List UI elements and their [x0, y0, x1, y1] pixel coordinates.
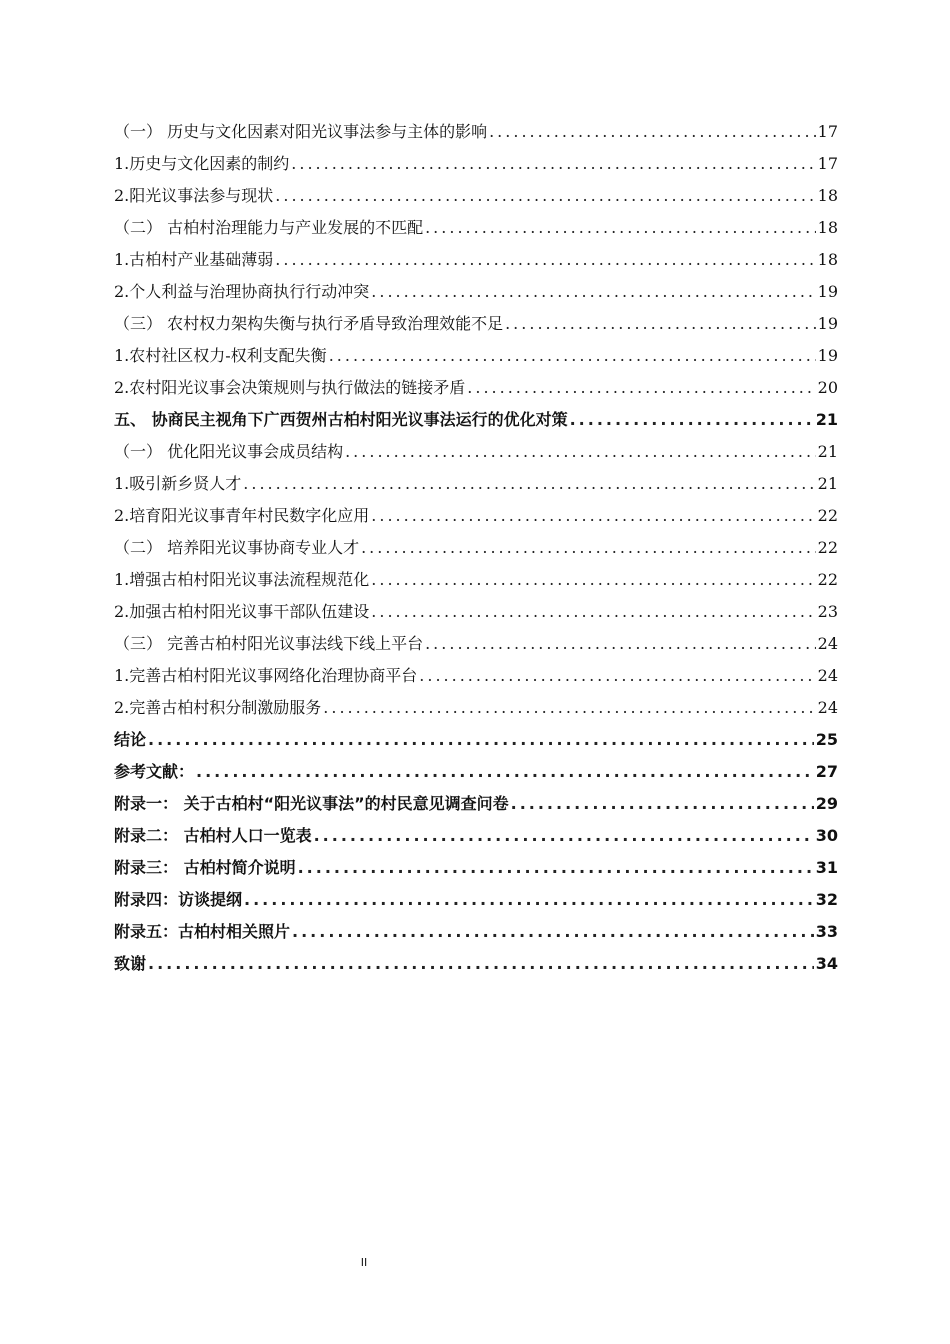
toc-entry	[114, 180, 838, 212]
toc-entry	[114, 212, 838, 244]
toc-entry-page: 21	[817, 442, 838, 461]
toc-entry	[114, 148, 838, 180]
toc-entry	[114, 308, 838, 340]
toc-entry-page: 19	[817, 346, 838, 365]
page-number: II	[360, 1256, 368, 1269]
toc-entry-title: 参考文献：	[114, 762, 195, 781]
toc-dot-leader	[244, 884, 814, 916]
toc-entry-page: 24	[817, 666, 838, 685]
toc-dot-leader	[314, 820, 814, 852]
toc-entry-title: 五、 协商民主视角下广西贺州古柏村阳光议事法运行的优化对策	[114, 410, 568, 429]
toc-entry	[114, 500, 838, 532]
toc-entry-title: 2.加强古柏村阳光议事干部队伍建设	[114, 602, 370, 621]
toc-entry-title: 2.培育阳光议事青年村民数字化应用	[114, 506, 370, 525]
toc-entry-title: （一） 历史与文化因素对阳光议事法参与主体的影响	[114, 122, 488, 141]
toc-entry-page: 23	[817, 602, 838, 621]
toc-entry-title: 1.历史与文化因素的制约	[114, 154, 290, 173]
toc-entry-page: 18	[817, 186, 838, 205]
toc-entry	[114, 660, 838, 692]
toc-entry-page: 34	[815, 954, 838, 973]
toc-entry-page: 19	[817, 314, 838, 333]
toc-entry	[114, 532, 838, 564]
toc-entry-page: 32	[815, 890, 838, 909]
toc-dot-leader	[371, 596, 815, 628]
toc-chapter-entry	[114, 852, 838, 884]
toc-entry	[114, 692, 838, 724]
toc-entry-title: 附录四：访谈提纲	[114, 890, 243, 909]
toc-entry-page: 25	[815, 730, 838, 749]
toc-dot-leader	[298, 852, 814, 884]
toc-entry-page: 21	[815, 410, 838, 429]
toc-entry-page: 17	[817, 122, 838, 141]
toc-entry	[114, 628, 838, 660]
toc-dot-leader	[275, 244, 815, 276]
toc-chapter-entry	[114, 724, 838, 756]
toc-entry-page: 24	[817, 698, 838, 717]
toc-dot-leader	[371, 500, 815, 532]
toc-entry-title: （一） 优化阳光议事会成员结构	[114, 442, 344, 461]
toc-dot-leader	[148, 724, 814, 756]
toc-entry-title: 1.农村社区权力-权利支配失衡	[114, 346, 327, 365]
toc-entry-title: 1.增强古柏村阳光议事法流程规范化	[114, 570, 370, 589]
toc-dot-leader	[148, 948, 814, 980]
toc-chapter-entry	[114, 404, 838, 436]
toc-entry-page: 30	[815, 826, 838, 845]
toc-dot-leader	[371, 276, 815, 308]
toc-entry-page: 21	[817, 474, 838, 493]
toc-dot-leader	[371, 564, 815, 596]
table-of-contents	[114, 116, 838, 980]
toc-chapter-entry	[114, 916, 838, 948]
toc-entry-page: 27	[815, 762, 838, 781]
toc-chapter-entry	[114, 756, 838, 788]
toc-dot-leader	[425, 212, 816, 244]
toc-entry-page: 22	[817, 506, 838, 525]
toc-entry-title: 结论	[114, 730, 147, 749]
toc-dot-leader	[243, 468, 815, 500]
toc-entry-page: 22	[817, 570, 838, 589]
toc-entry	[114, 564, 838, 596]
toc-entry	[114, 436, 838, 468]
toc-entry-page: 20	[817, 378, 838, 397]
toc-entry-title: 1.完善古柏村阳光议事网络化治理协商平台	[114, 666, 418, 685]
toc-entry	[114, 276, 838, 308]
toc-entry-title: （二） 古柏村治理能力与产业发展的不匹配	[114, 218, 424, 237]
toc-dot-leader	[425, 628, 816, 660]
toc-entry	[114, 372, 838, 404]
toc-entry-title: （三） 完善古柏村阳光议事法线下线上平台	[114, 634, 424, 653]
toc-dot-leader	[292, 916, 814, 948]
toc-entry-title: 2.农村阳光议事会决策规则与执行做法的链接矛盾	[114, 378, 466, 397]
toc-entry-title: 1.古柏村产业基础薄弱	[114, 250, 274, 269]
toc-dot-leader	[505, 308, 816, 340]
toc-entry-page: 19	[817, 282, 838, 301]
toc-entry-title: （二） 培养阳光议事协商专业人才	[114, 538, 360, 557]
toc-entry-page: 17	[817, 154, 838, 173]
toc-entry-title: 2.个人利益与治理协商执行行动冲突	[114, 282, 370, 301]
toc-dot-leader	[511, 788, 814, 820]
toc-dot-leader	[489, 116, 816, 148]
toc-dot-leader	[345, 436, 816, 468]
toc-dot-leader	[467, 372, 815, 404]
toc-entry-page: 31	[815, 858, 838, 877]
toc-chapter-entry	[114, 788, 838, 820]
toc-entry-page: 18	[817, 250, 838, 269]
toc-dot-leader	[275, 180, 815, 212]
toc-dot-leader	[196, 756, 814, 788]
toc-chapter-entry	[114, 884, 838, 916]
toc-entry-title: 2.完善古柏村积分制激励服务	[114, 698, 322, 717]
toc-entry-title: 附录五：古柏村相关照片	[114, 922, 291, 941]
toc-entry-title: 致谢	[114, 954, 147, 973]
toc-entry-page: 29	[815, 794, 838, 813]
toc-entry-title: 附录一： 关于古柏村“阳光议事法”的村民意见调查问卷	[114, 794, 509, 813]
toc-dot-leader	[323, 692, 815, 724]
toc-dot-leader	[291, 148, 815, 180]
toc-chapter-entry	[114, 820, 838, 852]
toc-entry-page: 22	[817, 538, 838, 557]
toc-entry	[114, 116, 838, 148]
toc-entry	[114, 468, 838, 500]
toc-entry-title: 附录三： 古柏村简介说明	[114, 858, 296, 877]
toc-entry-page: 33	[815, 922, 838, 941]
toc-dot-leader	[361, 532, 816, 564]
toc-entry-title: 附录二： 古柏村人口一览表	[114, 826, 312, 845]
toc-entry-title: 2.阳光议事法参与现状	[114, 186, 274, 205]
toc-dot-leader	[419, 660, 815, 692]
toc-chapter-entry	[114, 948, 838, 980]
toc-entry	[114, 596, 838, 628]
toc-dot-leader	[570, 404, 814, 436]
toc-entry	[114, 340, 838, 372]
toc-entry-page: 24	[817, 634, 838, 653]
toc-entry-title: 1.吸引新乡贤人才	[114, 474, 242, 493]
toc-entry-title: （三） 农村权力架构失衡与执行矛盾导致治理效能不足	[114, 314, 504, 333]
toc-dot-leader	[329, 340, 816, 372]
toc-entry-page: 18	[817, 218, 838, 237]
toc-entry	[114, 244, 838, 276]
